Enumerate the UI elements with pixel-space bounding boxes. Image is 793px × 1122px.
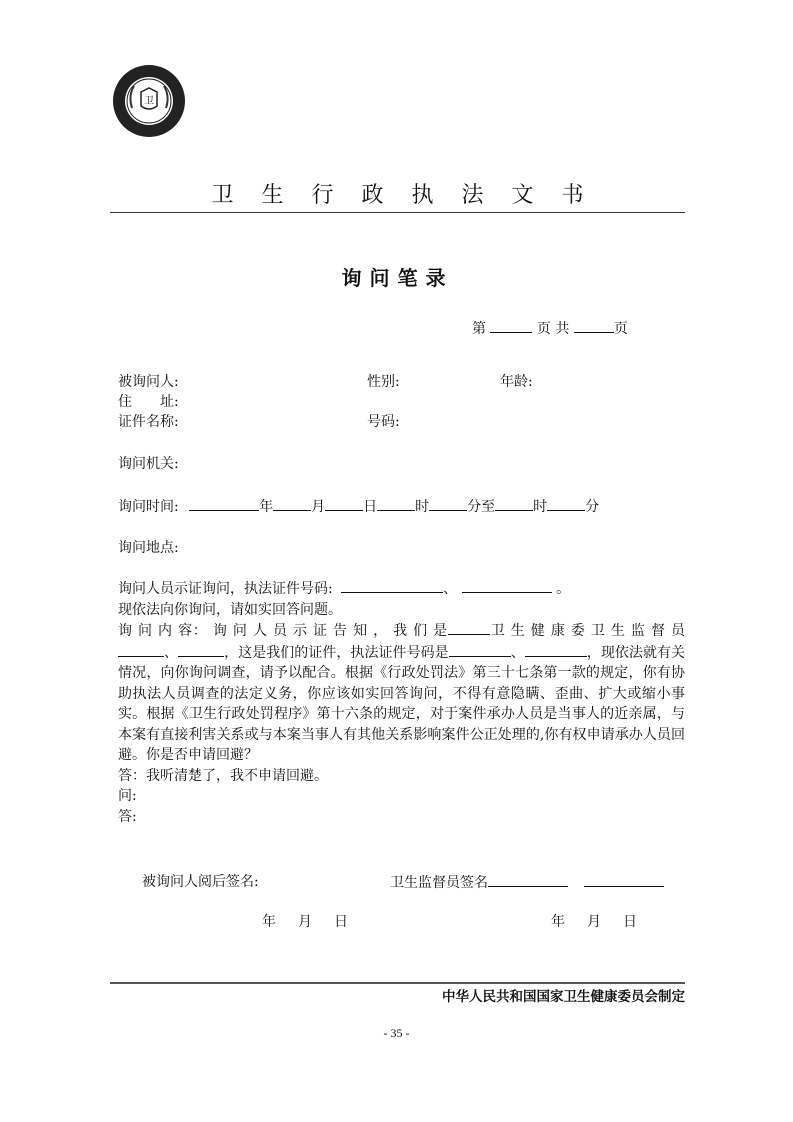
respondent-date <box>262 912 348 932</box>
agency-label: 询问机关: <box>118 456 179 472</box>
end-hour-unit: 时 <box>533 499 548 515</box>
content-credentials: ，这是我们的证件，执法证件号码是 <box>224 644 449 661</box>
address-label: 住 址: <box>118 394 179 410</box>
end-minute-field[interactable] <box>547 496 585 511</box>
credential-line <box>118 578 685 600</box>
agency-name-field[interactable] <box>448 620 490 635</box>
question-label[interactable]: 问: <box>118 788 137 804</box>
page-number: - 35 - <box>383 1026 410 1040</box>
hour-unit: 时 <box>415 499 430 515</box>
id-type-label: 证件名称: <box>118 414 179 430</box>
date-month: 月 <box>298 914 312 930</box>
date-year: 年 <box>262 914 276 930</box>
inspector-signature-label: 卫生监督员签名 <box>390 875 488 891</box>
separator: 、 <box>443 581 458 597</box>
credential-prefix: 询问人员示证询问，执法证件号码: <box>118 581 333 597</box>
page-number-field[interactable] <box>490 318 532 333</box>
year-field[interactable] <box>189 496 259 511</box>
credential-number-2[interactable] <box>462 578 552 593</box>
place-label: 询问地点: <box>118 540 179 556</box>
inspector-cert-1[interactable] <box>449 642 511 657</box>
inspector-date <box>551 912 637 932</box>
date-day: 日 <box>334 914 348 930</box>
svg-text:卫: 卫 <box>144 96 154 107</box>
comma: ， <box>586 644 601 661</box>
day-unit: 日 <box>363 499 378 515</box>
separator: 、 <box>510 644 525 661</box>
content-legal-notice: 现依法就有关情况，向你询问调查，请予以配合。根据《行政处罚法》第三十七条第一款的规定，你有协助执法人员调查的法定义务，你应该如实回答询问，不得有意隐瞒、歪曲、扩大或缩小事实。根据《卫生行政处罚程序》第十六条的规定，对于案件承办人员是当事人的近亲属，与本案有直接利害关系或与本案当事人有其他关系影响案件公正处理的,你有权申请承办人员回避。你是否申请回避？ <box>118 644 686 763</box>
start-minute-field[interactable] <box>429 496 467 511</box>
content-intro: 询 问 内 容： 询 问 人 员 示 证 告 知 ， 我 们 是 <box>118 623 448 639</box>
header-rule <box>110 212 685 213</box>
id-number-label: 号码: <box>367 414 400 430</box>
answer-line: 答：我听清楚了，我不申请回避。 <box>118 767 328 784</box>
inspector-name-1[interactable] <box>118 642 164 657</box>
gender-label: 性别: <box>367 374 400 390</box>
inspector-cert-2[interactable] <box>525 642 587 657</box>
credential-number-1[interactable] <box>341 578 443 593</box>
content-inspector: 卫 生 健 康 委 卫 生 监 督 员 <box>489 623 685 639</box>
date-month: 月 <box>587 914 601 930</box>
interview-time-row <box>118 496 599 517</box>
page-counter-prefix: 第 <box>472 321 486 337</box>
page-total-field[interactable] <box>574 318 614 333</box>
month-unit: 月 <box>311 499 326 515</box>
date-day: 日 <box>623 914 637 930</box>
health-inspection-emblem <box>112 64 186 138</box>
end-hour-field[interactable] <box>495 496 533 511</box>
start-hour-field[interactable] <box>377 496 415 511</box>
age-label: 年龄: <box>500 374 533 390</box>
footer-rule <box>110 982 685 984</box>
instruction-line: 现依法向你询问，请如实回答问题。 <box>118 601 342 618</box>
page-counter-suffix: 页 <box>613 321 628 337</box>
respondent-label: 被询问人: <box>118 374 179 390</box>
period: 。 <box>556 581 571 597</box>
answer-label[interactable]: 答: <box>118 808 137 825</box>
inspector-signature-row <box>390 872 664 893</box>
year-unit: 年 <box>259 499 274 515</box>
page-counter-mid: 页 共 <box>536 321 570 337</box>
date-year: 年 <box>551 914 565 930</box>
respondent-signature-label: 被询问人阅后签名: <box>142 874 259 890</box>
document-series-header: 卫生行政执法文书 <box>211 183 612 208</box>
interview-content-paragraph <box>118 620 685 766</box>
interview-body <box>118 578 685 827</box>
month-field[interactable] <box>273 496 311 511</box>
separator: 、 <box>164 644 179 661</box>
inspector-name-2[interactable] <box>178 642 224 657</box>
page-counter <box>472 318 628 339</box>
inspector-signature-1[interactable] <box>488 872 568 887</box>
inspector-signature-2[interactable] <box>584 872 664 887</box>
issuing-organization: 中华人民共和国国家卫生健康委员会制定 <box>442 989 685 1005</box>
time-label: 询问时间: <box>118 499 179 515</box>
end-minute-unit: 分 <box>585 499 600 515</box>
page-title: 询问笔录 <box>341 266 454 290</box>
minute-to-unit: 分至 <box>467 499 496 515</box>
day-field[interactable] <box>325 496 363 511</box>
